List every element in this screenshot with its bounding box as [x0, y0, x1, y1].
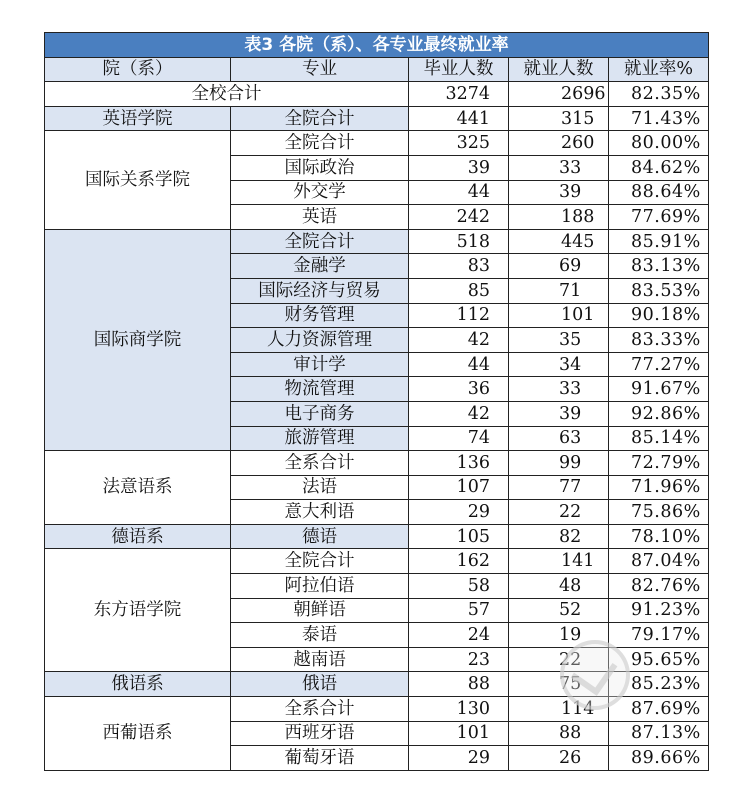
rate-cell: 75.86%	[609, 500, 709, 525]
major-cell: 审计学	[231, 352, 409, 377]
college-cell: 英语学院	[45, 106, 231, 131]
employed-cell: 114	[509, 697, 609, 722]
college-cell: 国际商学院	[45, 229, 231, 450]
rate-cell: 85.23%	[609, 672, 709, 697]
employed-cell: 188	[509, 205, 609, 230]
graduates-cell: 24	[409, 623, 509, 648]
major-cell: 外交学	[231, 180, 409, 205]
rate-cell: 83.13%	[609, 254, 709, 279]
major-cell: 物流管理	[231, 377, 409, 402]
rate-cell: 71.96%	[609, 475, 709, 500]
graduates-cell: 57	[409, 598, 509, 623]
major-cell: 德语	[231, 524, 409, 549]
rate-cell: 95.65%	[609, 647, 709, 672]
college-cell: 国际关系学院	[45, 131, 231, 229]
watermark-logo	[560, 640, 630, 710]
employed-cell: 88	[509, 721, 609, 746]
graduates-cell: 39	[409, 155, 509, 180]
employed-cell: 82	[509, 524, 609, 549]
college-cell: 西葡语系	[45, 697, 231, 771]
table-row	[45, 106, 709, 131]
major-cell: 全院合计	[231, 549, 409, 574]
major-cell: 电子商务	[231, 401, 409, 426]
rate-cell: 91.67%	[609, 377, 709, 402]
graduates-cell: 105	[409, 524, 509, 549]
major-cell: 朝鲜语	[231, 598, 409, 623]
rate-cell: 85.91%	[609, 229, 709, 254]
header-rate: 就业率%	[609, 57, 709, 82]
college-cell: 德语系	[45, 524, 231, 549]
major-cell: 阿拉伯语	[231, 574, 409, 599]
employed-cell: 35	[509, 328, 609, 353]
college-cell: 法意语系	[45, 451, 231, 525]
rate-cell: 91.23%	[609, 598, 709, 623]
total-row	[45, 82, 709, 107]
employed-cell: 39	[509, 180, 609, 205]
graduates-cell: 85	[409, 278, 509, 303]
employed-cell: 99	[509, 451, 609, 476]
major-cell: 泰语	[231, 623, 409, 648]
rate-cell: 71.43%	[609, 106, 709, 131]
total-employed: 2696	[509, 82, 609, 107]
major-cell: 英语	[231, 205, 409, 230]
table-row	[45, 131, 709, 156]
rate-cell: 89.66%	[609, 746, 709, 771]
employed-cell: 71	[509, 278, 609, 303]
employed-cell: 52	[509, 598, 609, 623]
major-cell: 俄语	[231, 672, 409, 697]
employed-cell: 315	[509, 106, 609, 131]
graduates-cell: 42	[409, 401, 509, 426]
major-cell: 越南语	[231, 647, 409, 672]
table-row	[45, 524, 709, 549]
major-cell: 人力资源管理	[231, 328, 409, 353]
rate-cell: 78.10%	[609, 524, 709, 549]
graduates-cell: 441	[409, 106, 509, 131]
major-cell: 金融学	[231, 254, 409, 279]
rate-cell: 85.14%	[609, 426, 709, 451]
header-employed: 就业人数	[509, 57, 609, 82]
employed-cell: 141	[509, 549, 609, 574]
employed-cell: 77	[509, 475, 609, 500]
graduates-cell: 101	[409, 721, 509, 746]
graduates-cell: 162	[409, 549, 509, 574]
graduates-cell: 29	[409, 500, 509, 525]
major-cell: 财务管理	[231, 303, 409, 328]
total-graduates: 3274	[409, 82, 509, 107]
rate-cell: 82.76%	[609, 574, 709, 599]
major-cell: 全院合计	[231, 229, 409, 254]
graduates-cell: 58	[409, 574, 509, 599]
employed-cell: 39	[509, 401, 609, 426]
college-cell: 东方语学院	[45, 549, 231, 672]
college-cell: 俄语系	[45, 672, 231, 697]
major-cell: 全系合计	[231, 697, 409, 722]
rate-cell: 92.86%	[609, 401, 709, 426]
employed-cell: 445	[509, 229, 609, 254]
employed-cell: 22	[509, 500, 609, 525]
graduates-cell: 83	[409, 254, 509, 279]
graduates-cell: 130	[409, 697, 509, 722]
graduates-cell: 88	[409, 672, 509, 697]
rate-cell: 83.33%	[609, 328, 709, 353]
header-graduates: 毕业人数	[409, 57, 509, 82]
major-cell: 国际经济与贸易	[231, 278, 409, 303]
rate-cell: 72.79%	[609, 451, 709, 476]
graduates-cell: 36	[409, 377, 509, 402]
header-major: 专业	[231, 57, 409, 82]
rate-cell: 83.53%	[609, 278, 709, 303]
employed-cell: 48	[509, 574, 609, 599]
graduates-cell: 44	[409, 352, 509, 377]
rate-cell: 84.62%	[609, 155, 709, 180]
major-cell: 全院合计	[231, 131, 409, 156]
graduates-cell: 74	[409, 426, 509, 451]
table-row	[45, 549, 709, 574]
rate-cell: 87.69%	[609, 697, 709, 722]
total-rate: 82.35%	[609, 82, 709, 107]
rate-cell: 88.64%	[609, 180, 709, 205]
rate-cell: 79.17%	[609, 623, 709, 648]
rate-cell: 80.00%	[609, 131, 709, 156]
graduates-cell: 136	[409, 451, 509, 476]
employed-cell: 26	[509, 746, 609, 771]
total-label: 全校合计	[45, 82, 409, 107]
employed-cell: 33	[509, 377, 609, 402]
employed-cell: 75	[509, 672, 609, 697]
rate-cell: 77.69%	[609, 205, 709, 230]
graduates-cell: 42	[409, 328, 509, 353]
employed-cell: 101	[509, 303, 609, 328]
header-college: 院（系）	[45, 57, 231, 82]
graduates-cell: 107	[409, 475, 509, 500]
employed-cell: 22	[509, 647, 609, 672]
major-cell: 西班牙语	[231, 721, 409, 746]
major-cell: 葡萄牙语	[231, 746, 409, 771]
graduates-cell: 518	[409, 229, 509, 254]
table-row	[45, 229, 709, 254]
employed-cell: 63	[509, 426, 609, 451]
major-cell: 旅游管理	[231, 426, 409, 451]
major-cell: 意大利语	[231, 500, 409, 525]
graduates-cell: 112	[409, 303, 509, 328]
major-cell: 全院合计	[231, 106, 409, 131]
employed-cell: 19	[509, 623, 609, 648]
graduates-cell: 242	[409, 205, 509, 230]
employed-cell: 260	[509, 131, 609, 156]
graduates-cell: 23	[409, 647, 509, 672]
table-title: 表3 各院（系）、各专业最终就业率	[45, 33, 709, 58]
graduates-cell: 44	[409, 180, 509, 205]
rate-cell: 87.13%	[609, 721, 709, 746]
graduates-cell: 325	[409, 131, 509, 156]
major-cell: 国际政治	[231, 155, 409, 180]
table-header-row	[45, 57, 709, 82]
rate-cell: 87.04%	[609, 549, 709, 574]
major-cell: 全系合计	[231, 451, 409, 476]
graduates-cell: 29	[409, 746, 509, 771]
major-cell: 法语	[231, 475, 409, 500]
rate-cell: 77.27%	[609, 352, 709, 377]
employed-cell: 34	[509, 352, 609, 377]
table-row	[45, 451, 709, 476]
employed-cell: 69	[509, 254, 609, 279]
employed-cell: 33	[509, 155, 609, 180]
table-title-row	[45, 33, 709, 58]
rate-cell: 90.18%	[609, 303, 709, 328]
